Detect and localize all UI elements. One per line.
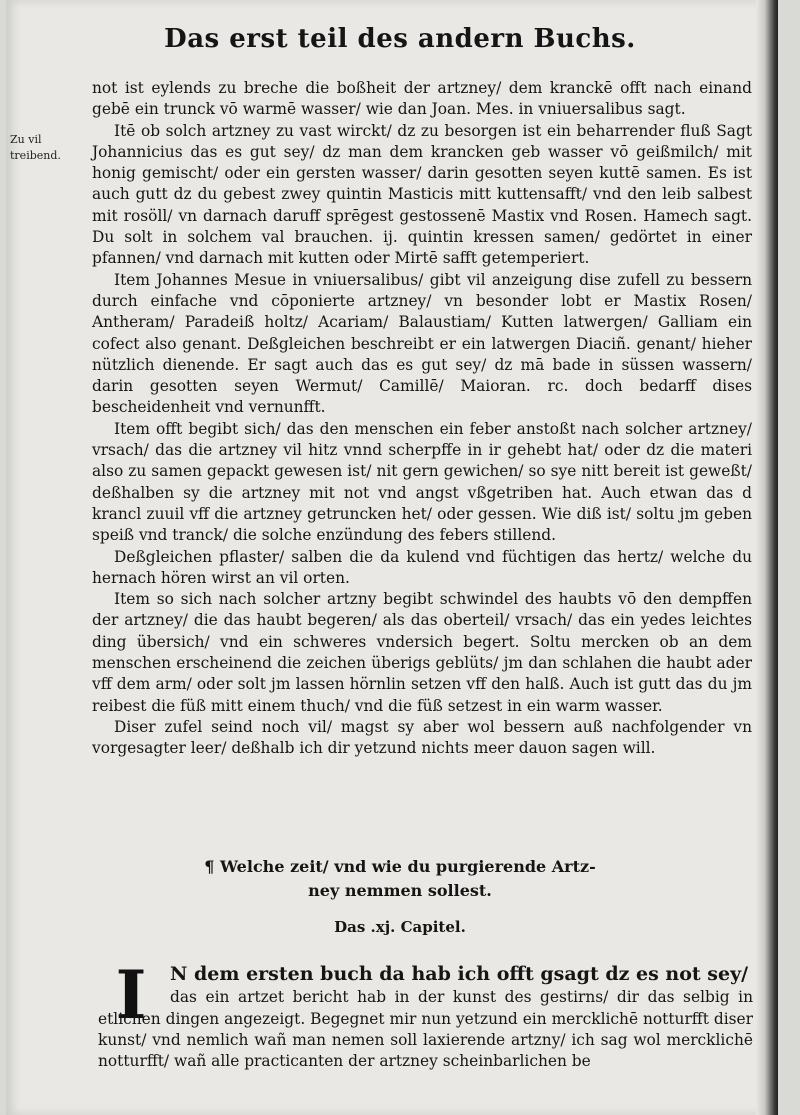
- section-title-line: ¶ Welche zeit/ vnd wie du purgierende Artz-: [204, 857, 596, 876]
- running-head: Das erst teil des andern Buchs.: [164, 24, 636, 54]
- margin-note: Zu vil treibend.: [10, 133, 61, 162]
- paragraph: Diser zufel seind noch vil/ magst sy aber wol bessern auß nachfolgender vn vorgesagter leer/ deßhalb ich dir yetzund nichts meer dauon sagen will.: [92, 717, 752, 758]
- paragraph: Item Johannes Mesue in vniuersalibus/ gibt vil anzeigung dise zufell zu bessern durch einfache vnd cōponierte artzney/ vn besonder lobt er Mastix Rosen/ Antheram/ Paradeiß holtz/ Acariam/ Balaustiam/ Kutten latwergen/ Galliam ein cofect also genant. Deßgleichen beschreibt er ein latwergen Diaciñ. genant/ hieher nützlich dienende. Er sagt auch das es gut sey/ dz mā bade in süssen wassern/ darin gesotten seyen Wermut/ Camillē/ Maioran. rc. doch bedarff dises bescheidenheit vnd vernunfft.: [92, 270, 752, 417]
- chapter-text: [98, 963, 753, 1072]
- paragraph: Deßgleichen pflaster/ salben die da kulend vnd füchtigen das hertz/ welche du hernach hören wirst an vil orten.: [92, 547, 752, 587]
- page-edge-shadow: [756, 0, 778, 1115]
- paragraph: not ist eylends zu breche die boßheit der artzney/ dem kranckē offt nach einand gebē ein trunck vō warmē wasser/ wie dan Joan. Mes. in vniuersalibus sagt.: [92, 79, 752, 119]
- paragraph: Item so sich nach solcher artzny begibt schwindel des haubts vō den dempffen der artzney/ die das haubt begeren/ als das oberteil/ vrsach/ das ein yedes leichtes ding übersich/ vnd ein schweres vndersich begert. Soltu mercken ob an dem menschen erscheinend die zeichen überigs geblüts/ jm dan schlahen die haubt ader vff dem arm/ oder solt jm lassen hörnlin setzen vff den halß. Auch ist gutt das du jm reibest die füß mitt einem thuch/ vnd die füß setzest in ein warm wasser.: [92, 590, 752, 715]
- chapter-label: Das .xj. Capitel.: [334, 918, 466, 936]
- paragraph: Item offt begibt sich/ das den menschen ein feber anstoßt nach solcher artzney/ vrsach/ das die artzney vil hitz vnnd scherpffe in ir gehebt hat/ oder dz die materi also zu samen gepackt gewesen ist/ nit gern gewichen/ so sye nitt bereit ist geweßt/ deßhalben sy die artzney mit not vnd angst vßgetriben hat. Auch etwan das d krancl zuuil vff die artzney getruncken het/ oder gessen. Wie diß ist/ soltu jm geben speiß vnd tranck/ die solche enzündung des febers stillend.: [92, 419, 752, 545]
- paragraph: Itē ob solch artzney zu vast wirckt/ dz zu besorgen ist ein beharrender fluß Sagt Johannicius das es gut sey/ dz man dem krancken geb wasser vō geißmilch/ mit honig gemischt/ oder ein gersten wasser/ darin gesotten seyen kuttē samen. Es ist auch gutt dz du gebest zwey quintin Masticis mitt kuttensafft/ vnd den leib salbest mit rosöll/ vn darnach daruff sprēgest gestossenē Mastix vnd Rosen. Hamech sagt. Du solt in solchem val brauchen. ij. quintin kressen samen/ gedörtet in einer pfannen/ vnd darnach mit kutten oder Mirtē safft getemperiert.: [92, 121, 752, 268]
- body-text: [92, 78, 752, 760]
- section-title: [120, 855, 680, 903]
- chapter-first-line: N dem ersten buch da hab ich offt gsagt dz es not sey/: [170, 963, 749, 985]
- decorated-initial: I: [115, 956, 147, 1034]
- section-title-line: ney nemmen sollest.: [308, 881, 492, 900]
- chapter-paragraph: das ein artzet bericht hab in der kunst des gestirns/ dir das selbig in etlichen dingen angezeigt. Begegnet mir nun yetzund ein mercklichē notturfft diser kunst/ vnd nemlich wañ man nemen soll laxierende artzny/ ich sag wol mercklichē notturfft/ wañ alle practicanten der artzney scheinbarlichen be: [98, 988, 753, 1071]
